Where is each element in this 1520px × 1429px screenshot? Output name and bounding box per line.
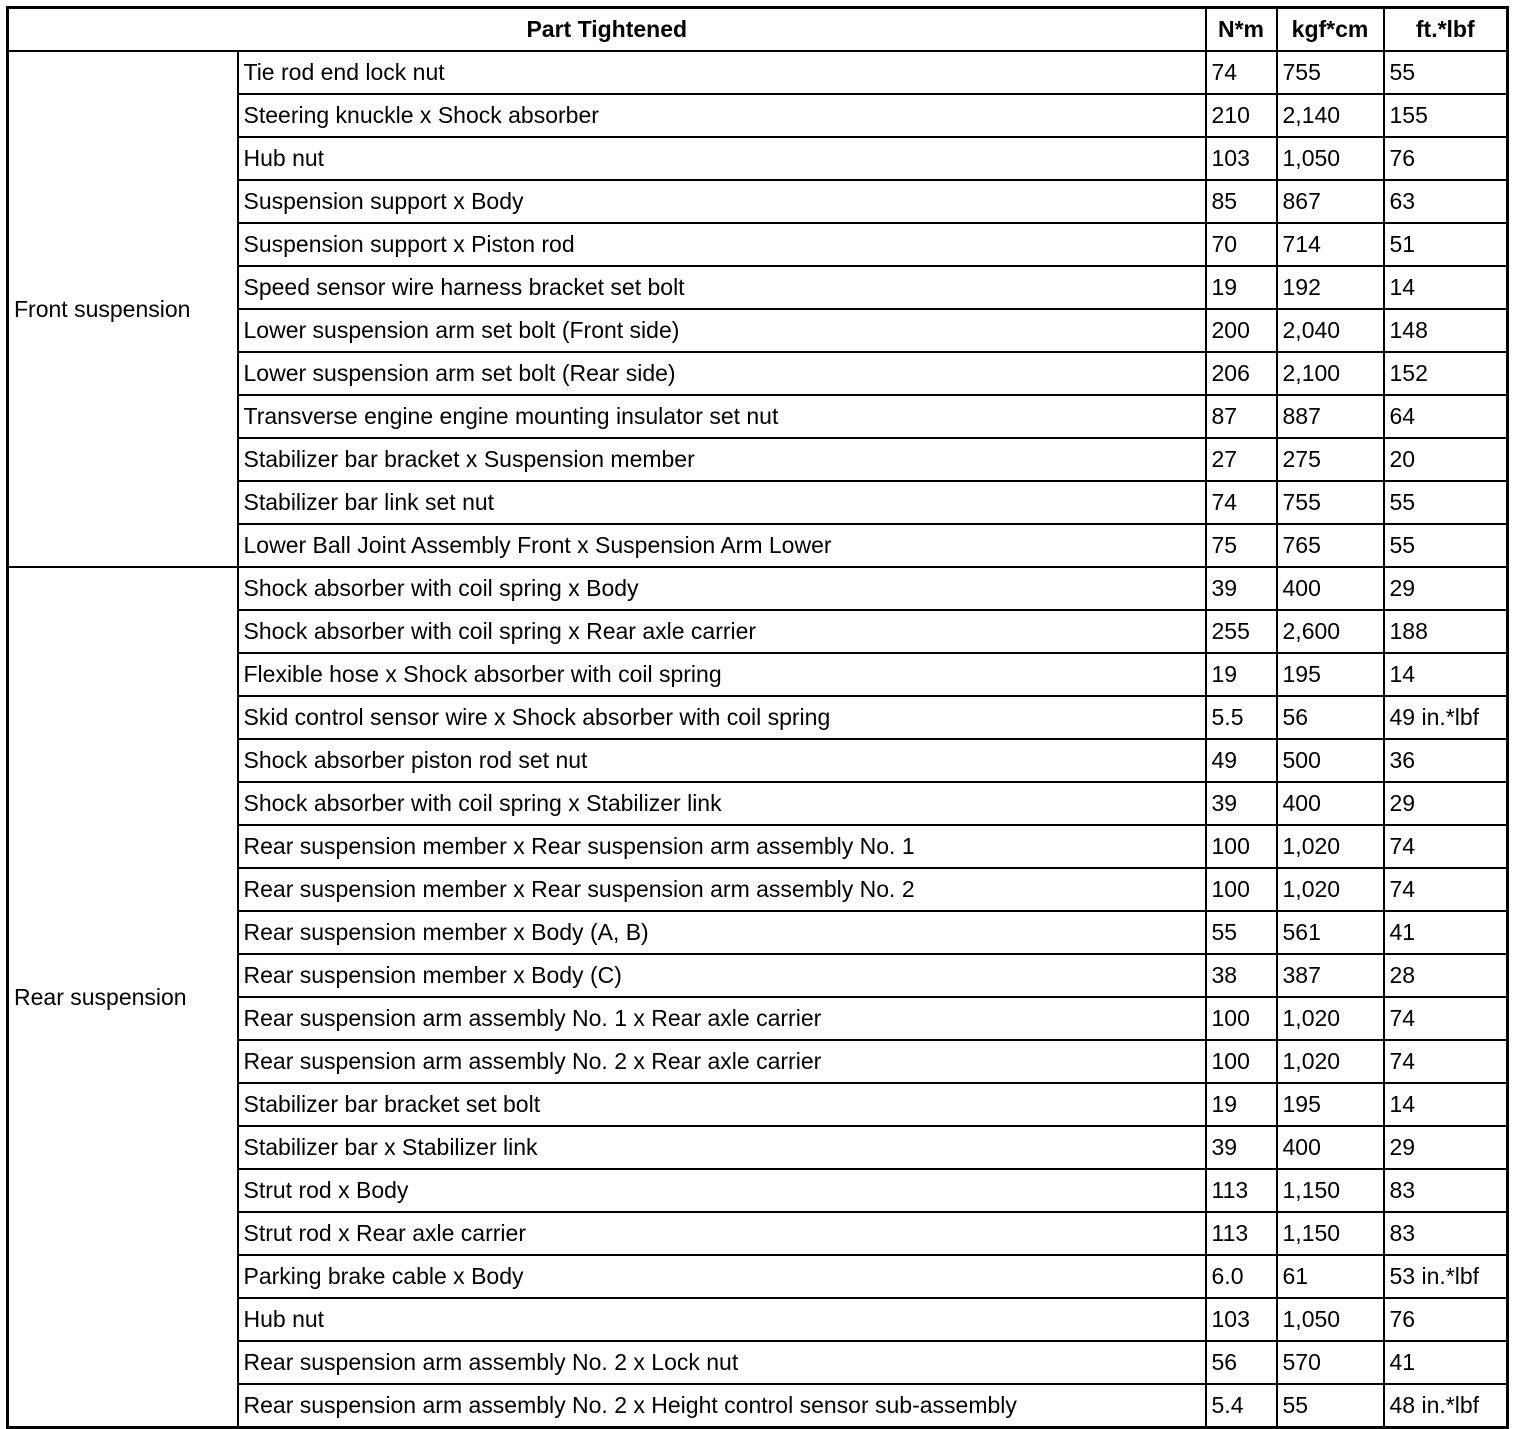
kgf-cm-cell: 1,020 (1277, 1040, 1384, 1083)
ft-lbf-cell: 51 (1384, 223, 1508, 266)
kgf-cm-cell: 887 (1277, 395, 1384, 438)
part-cell: Hub nut (238, 1298, 1206, 1341)
nm-cell: 100 (1206, 868, 1277, 911)
part-cell: Rear suspension arm assembly No. 2 x Lock nut (238, 1341, 1206, 1384)
header-kgf-cm: kgf*cm (1277, 8, 1384, 52)
ft-lbf-cell: 55 (1384, 51, 1508, 94)
part-cell: Shock absorber with coil spring x Rear axle carrier (238, 610, 1206, 653)
ft-lbf-cell: 48 in.*lbf (1384, 1384, 1508, 1428)
kgf-cm-cell: 1,050 (1277, 137, 1384, 180)
ft-lbf-cell: 41 (1384, 911, 1508, 954)
nm-cell: 5.4 (1206, 1384, 1277, 1428)
nm-cell: 19 (1206, 653, 1277, 696)
part-cell: Skid control sensor wire x Shock absorber with coil spring (238, 696, 1206, 739)
nm-cell: 39 (1206, 782, 1277, 825)
kgf-cm-cell: 1,020 (1277, 997, 1384, 1040)
ft-lbf-cell: 29 (1384, 1126, 1508, 1169)
kgf-cm-cell: 561 (1277, 911, 1384, 954)
nm-cell: 49 (1206, 739, 1277, 782)
part-cell: Steering knuckle x Shock absorber (238, 94, 1206, 137)
kgf-cm-cell: 275 (1277, 438, 1384, 481)
nm-cell: 113 (1206, 1169, 1277, 1212)
group-label: Rear suspension (8, 567, 238, 1428)
nm-cell: 39 (1206, 567, 1277, 610)
part-cell: Parking brake cable x Body (238, 1255, 1206, 1298)
ft-lbf-cell: 76 (1384, 1298, 1508, 1341)
nm-cell: 100 (1206, 1040, 1277, 1083)
nm-cell: 19 (1206, 1083, 1277, 1126)
kgf-cm-cell: 1,020 (1277, 825, 1384, 868)
kgf-cm-cell: 400 (1277, 1126, 1384, 1169)
ft-lbf-cell: 20 (1384, 438, 1508, 481)
ft-lbf-cell: 29 (1384, 782, 1508, 825)
ft-lbf-cell: 74 (1384, 1040, 1508, 1083)
ft-lbf-cell: 188 (1384, 610, 1508, 653)
kgf-cm-cell: 1,150 (1277, 1212, 1384, 1255)
kgf-cm-cell: 867 (1277, 180, 1384, 223)
ft-lbf-cell: 155 (1384, 94, 1508, 137)
nm-cell: 210 (1206, 94, 1277, 137)
ft-lbf-cell: 83 (1384, 1169, 1508, 1212)
nm-cell: 39 (1206, 1126, 1277, 1169)
part-cell: Strut rod x Body (238, 1169, 1206, 1212)
part-cell: Rear suspension arm assembly No. 1 x Rear axle carrier (238, 997, 1206, 1040)
torque-spec-table (6, 6, 1509, 1429)
kgf-cm-cell: 55 (1277, 1384, 1384, 1428)
kgf-cm-cell: 500 (1277, 739, 1384, 782)
table-row (8, 567, 1508, 610)
kgf-cm-cell: 61 (1277, 1255, 1384, 1298)
kgf-cm-cell: 195 (1277, 1083, 1384, 1126)
part-cell: Suspension support x Piston rod (238, 223, 1206, 266)
kgf-cm-cell: 755 (1277, 481, 1384, 524)
ft-lbf-cell: 83 (1384, 1212, 1508, 1255)
nm-cell: 27 (1206, 438, 1277, 481)
part-cell: Rear suspension member x Body (C) (238, 954, 1206, 997)
part-cell: Lower suspension arm set bolt (Front side) (238, 309, 1206, 352)
kgf-cm-cell: 400 (1277, 782, 1384, 825)
kgf-cm-cell: 1,150 (1277, 1169, 1384, 1212)
part-cell: Strut rod x Rear axle carrier (238, 1212, 1206, 1255)
ft-lbf-cell: 55 (1384, 524, 1508, 567)
nm-cell: 103 (1206, 137, 1277, 180)
part-cell: Transverse engine engine mounting insulator set nut (238, 395, 1206, 438)
nm-cell: 200 (1206, 309, 1277, 352)
ft-lbf-cell: 14 (1384, 266, 1508, 309)
part-cell: Rear suspension member x Rear suspension arm assembly No. 1 (238, 825, 1206, 868)
ft-lbf-cell: 55 (1384, 481, 1508, 524)
kgf-cm-cell: 755 (1277, 51, 1384, 94)
nm-cell: 56 (1206, 1341, 1277, 1384)
nm-cell: 85 (1206, 180, 1277, 223)
ft-lbf-cell: 76 (1384, 137, 1508, 180)
nm-cell: 19 (1206, 266, 1277, 309)
nm-cell: 206 (1206, 352, 1277, 395)
part-cell: Rear suspension member x Body (A, B) (238, 911, 1206, 954)
kgf-cm-cell: 387 (1277, 954, 1384, 997)
part-cell: Suspension support x Body (238, 180, 1206, 223)
part-cell: Lower suspension arm set bolt (Rear side) (238, 352, 1206, 395)
ft-lbf-cell: 41 (1384, 1341, 1508, 1384)
part-cell: Rear suspension member x Rear suspension arm assembly No. 2 (238, 868, 1206, 911)
nm-cell: 38 (1206, 954, 1277, 997)
table-body (8, 51, 1508, 1428)
part-cell: Flexible hose x Shock absorber with coil spring (238, 653, 1206, 696)
kgf-cm-cell: 714 (1277, 223, 1384, 266)
ft-lbf-cell: 74 (1384, 868, 1508, 911)
nm-cell: 103 (1206, 1298, 1277, 1341)
header-nm: N*m (1206, 8, 1277, 52)
kgf-cm-cell: 1,020 (1277, 868, 1384, 911)
kgf-cm-cell: 1,050 (1277, 1298, 1384, 1341)
table-row (8, 51, 1508, 94)
nm-cell: 75 (1206, 524, 1277, 567)
ft-lbf-cell: 53 in.*lbf (1384, 1255, 1508, 1298)
ft-lbf-cell: 148 (1384, 309, 1508, 352)
part-cell: Stabilizer bar x Stabilizer link (238, 1126, 1206, 1169)
part-cell: Stabilizer bar bracket set bolt (238, 1083, 1206, 1126)
ft-lbf-cell: 49 in.*lbf (1384, 696, 1508, 739)
part-cell: Lower Ball Joint Assembly Front x Suspension Arm Lower (238, 524, 1206, 567)
part-cell: Shock absorber with coil spring x Body (238, 567, 1206, 610)
nm-cell: 5.5 (1206, 696, 1277, 739)
nm-cell: 74 (1206, 51, 1277, 94)
nm-cell: 100 (1206, 825, 1277, 868)
ft-lbf-cell: 74 (1384, 997, 1508, 1040)
nm-cell: 70 (1206, 223, 1277, 266)
ft-lbf-cell: 14 (1384, 1083, 1508, 1126)
ft-lbf-cell: 63 (1384, 180, 1508, 223)
part-cell: Hub nut (238, 137, 1206, 180)
ft-lbf-cell: 152 (1384, 352, 1508, 395)
kgf-cm-cell: 2,040 (1277, 309, 1384, 352)
kgf-cm-cell: 2,100 (1277, 352, 1384, 395)
nm-cell: 6.0 (1206, 1255, 1277, 1298)
nm-cell: 74 (1206, 481, 1277, 524)
nm-cell: 100 (1206, 997, 1277, 1040)
nm-cell: 55 (1206, 911, 1277, 954)
ft-lbf-cell: 36 (1384, 739, 1508, 782)
ft-lbf-cell: 29 (1384, 567, 1508, 610)
kgf-cm-cell: 195 (1277, 653, 1384, 696)
ft-lbf-cell: 14 (1384, 653, 1508, 696)
part-cell: Stabilizer bar bracket x Suspension member (238, 438, 1206, 481)
nm-cell: 255 (1206, 610, 1277, 653)
part-cell: Rear suspension arm assembly No. 2 x Rear axle carrier (238, 1040, 1206, 1083)
ft-lbf-cell: 28 (1384, 954, 1508, 997)
part-cell: Shock absorber with coil spring x Stabilizer link (238, 782, 1206, 825)
nm-cell: 87 (1206, 395, 1277, 438)
part-cell: Rear suspension arm assembly No. 2 x Height control sensor sub-assembly (238, 1384, 1206, 1428)
nm-cell: 113 (1206, 1212, 1277, 1255)
header-part-tightened: Part Tightened (8, 8, 1206, 52)
kgf-cm-cell: 765 (1277, 524, 1384, 567)
kgf-cm-cell: 192 (1277, 266, 1384, 309)
part-cell: Stabilizer bar link set nut (238, 481, 1206, 524)
kgf-cm-cell: 570 (1277, 1341, 1384, 1384)
part-cell: Speed sensor wire harness bracket set bolt (238, 266, 1206, 309)
part-cell: Shock absorber piston rod set nut (238, 739, 1206, 782)
kgf-cm-cell: 56 (1277, 696, 1384, 739)
header-row (8, 8, 1508, 52)
kgf-cm-cell: 2,600 (1277, 610, 1384, 653)
part-cell: Tie rod end lock nut (238, 51, 1206, 94)
ft-lbf-cell: 64 (1384, 395, 1508, 438)
kgf-cm-cell: 2,140 (1277, 94, 1384, 137)
group-label: Front suspension (8, 51, 238, 567)
header-ft-lbf: ft.*lbf (1384, 8, 1508, 52)
ft-lbf-cell: 74 (1384, 825, 1508, 868)
kgf-cm-cell: 400 (1277, 567, 1384, 610)
